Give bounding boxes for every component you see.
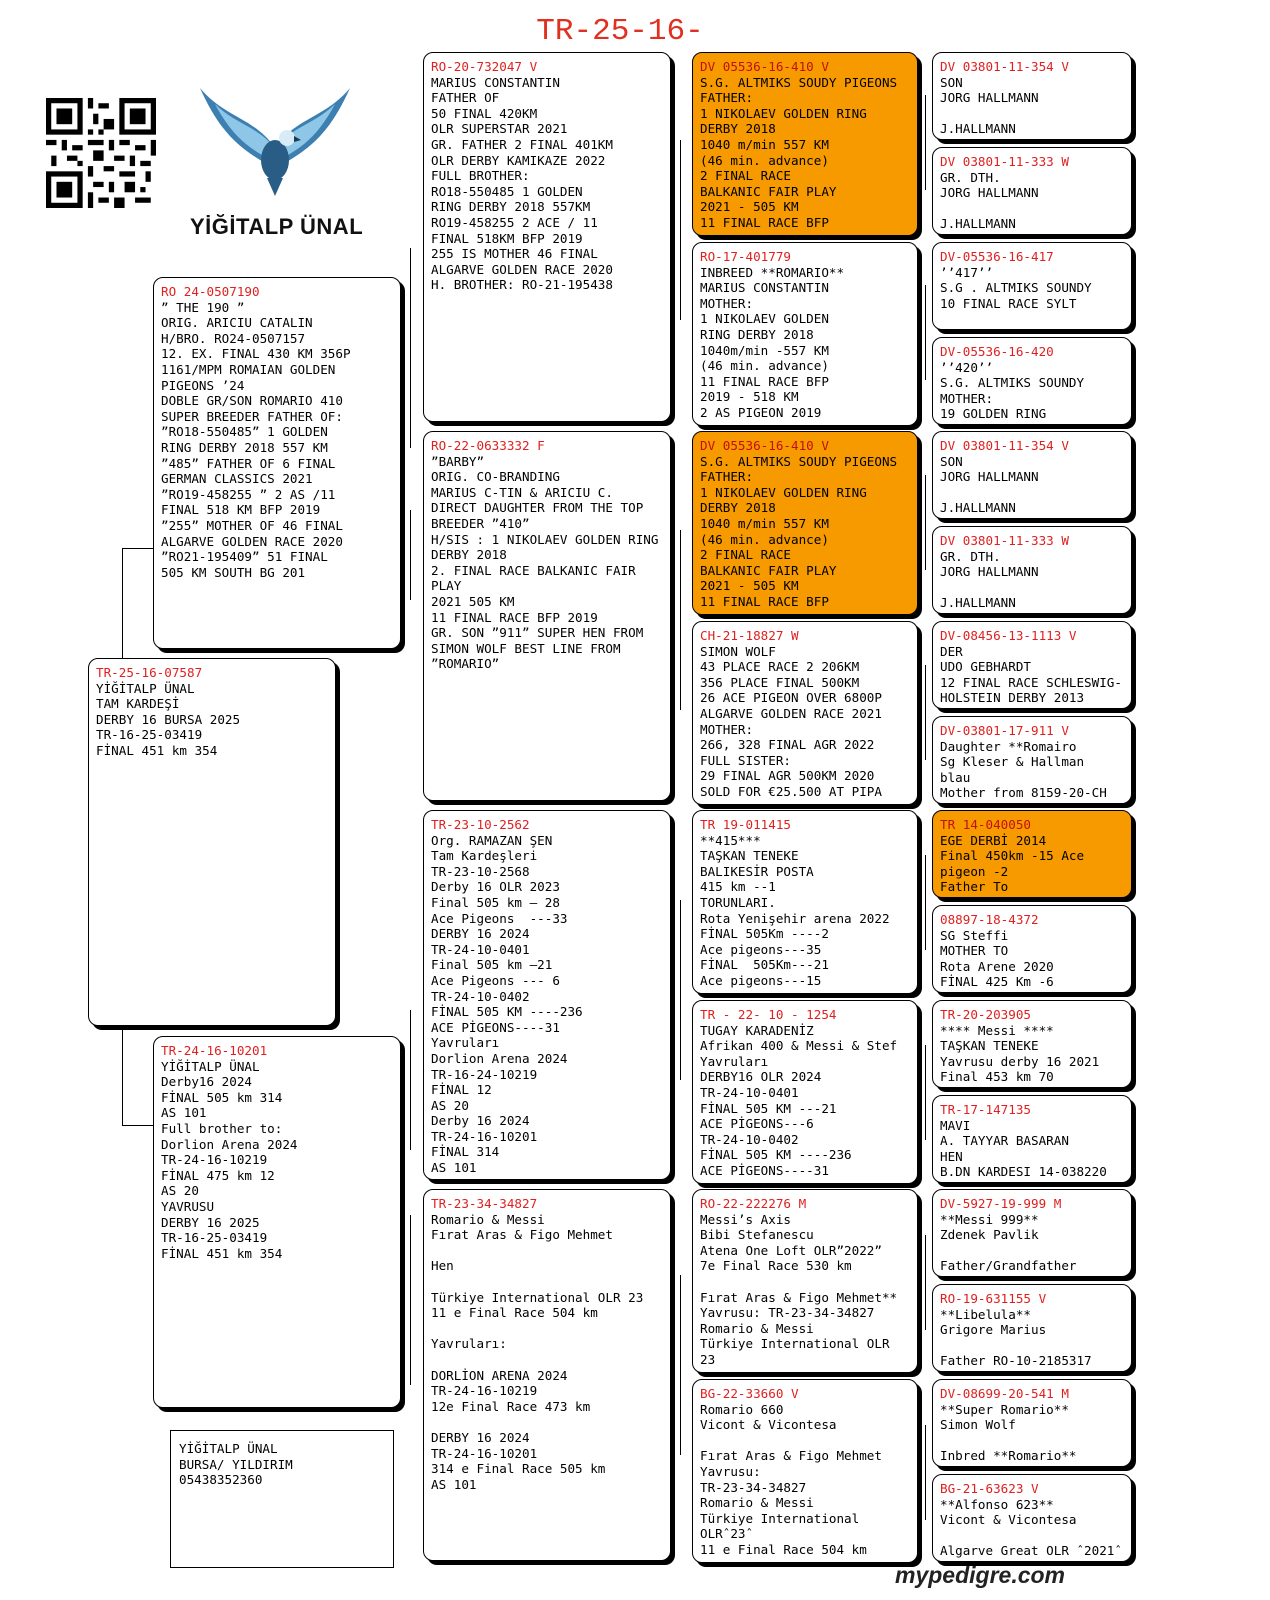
ring-number: RO 24-0507190 xyxy=(161,284,260,299)
connector-line xyxy=(410,1010,411,1150)
connector-line xyxy=(410,510,411,600)
ring-number: TR-17-147135 xyxy=(940,1102,1031,1117)
pigeon-details: GR. DTH. JORG HALLMANN J.HALLMANN xyxy=(940,169,1039,232)
ring-number: RO-19-631155 V xyxy=(940,1291,1047,1306)
ancestor-card[interactable] xyxy=(932,810,1132,898)
site-watermark: mypedigre.com xyxy=(895,1562,1065,1588)
ring-number: TR 19-011415 xyxy=(700,817,791,832)
subject-pigeon-card[interactable] xyxy=(88,658,336,1026)
pigeon-details: Org. RAMAZAN ŞEN Tam Kardeşleri TR-23-10-2568 Derby 16 OLR 2023 Final 505 km — 28 Ace Pigeons ---33 DERBY 16 2024 TR-24-10-0401 Final 505 km —21 Ace Pigeons --- 6 TR-24-10-0402 FİNAL 505 KM ----236 ACE PİGEONS----31 Yavruları Dorlion Arena 2024 TR-16-24-10219 FİNAL 12 AS 20 Derby 16 2024 TR-24-16-10201 FİNAL 314 AS 101 xyxy=(431,832,583,1176)
connector-line xyxy=(925,665,926,760)
qr-code-icon xyxy=(46,98,156,208)
ancestor-card[interactable] xyxy=(932,1284,1132,1372)
pigeon-details: ’’420’’ S.G. ALTMIKS SOUNDY MOTHER: 19 GOLDEN RING xyxy=(940,359,1085,422)
pigeon-details: Romario & Messi Fırat Aras & Figo Mehmet Hen Türkiye International OLR 23 11 e Final Race 504 km Yavruları: DORLİON ARENA 2024 TR-24-16-10219 12e Final Race 473 km DERBY 16 2024 TR-24-16-10201 314 e Final Race 505 km AS 101 xyxy=(431,1211,644,1492)
ring-number: RO-22-222276 M xyxy=(700,1196,807,1211)
ring-number: DV-05536-16-417 xyxy=(940,249,1054,264)
ancestor-card[interactable] xyxy=(692,621,918,805)
connector-line xyxy=(925,95,926,190)
ancestor-card[interactable] xyxy=(932,1189,1132,1277)
pigeon-details: INBREED **ROMARIO** MARIUS CONSTANTIN MOTHER: 1 NIKOLAEV GOLDEN RING DERBY 2018 1040m/min -557 KM (46 min. advance) 11 FINAL RACE BFP 2019 - 518 KM 2 AS PIGEON 2019 xyxy=(700,264,845,420)
connector-line xyxy=(410,248,411,448)
ring-number: DV 05536-16-410 V xyxy=(700,59,829,74)
owner-contact-text: YİĞİTALP ÜNAL BURSA/ YILDIRIM 05438352360 xyxy=(179,1441,293,1488)
ancestor-card[interactable] xyxy=(932,1000,1132,1088)
owner-contact-box xyxy=(170,1430,394,1568)
ring-number: DV 03801-11-354 V xyxy=(940,59,1069,74)
ancestor-card[interactable] xyxy=(932,1379,1132,1467)
connector-line xyxy=(122,548,156,549)
connector-line xyxy=(680,1275,681,1455)
connector-line xyxy=(925,1425,926,1520)
breeder-brand: YİĞİTALP ÜNAL xyxy=(190,214,364,239)
ancestor-card[interactable] xyxy=(932,716,1132,804)
dam-card[interactable] xyxy=(153,1036,401,1408)
ring-number: CH-21-18827 W xyxy=(700,628,799,643)
ring-number: TR-23-10-2562 xyxy=(431,817,530,832)
connector-line xyxy=(925,285,926,380)
pigeon-details: MAVI A. TAYYAR BASARAN HEN B.DN KARDESI 14-038220 xyxy=(940,1117,1107,1180)
ring-number: DV 03801-11-333 W xyxy=(940,154,1069,169)
ring-number: TR-23-34-34827 xyxy=(431,1196,538,1211)
ancestor-card[interactable] xyxy=(932,621,1132,709)
ancestor-card[interactable] xyxy=(932,147,1132,235)
ring-number: DV-05536-16-420 xyxy=(940,344,1054,359)
pigeon-details: **Messi 999** Zdenek Pavlik Father/Grandfather xyxy=(940,1211,1077,1274)
pigeon-details: ’’417’’ S.G . ALTMIKS SOUNDY 10 FINAL RACE SYLT xyxy=(940,264,1092,311)
pigeon-details: MARIUS CONSTANTIN FATHER OF 50 FINAL 420KM OLR SUPERSTAR 2021 GR. FATHER 2 FINAL 401KM OLR DERBY KAMIKAZE 2022 FULL BROTHER: RO18-550485 1 GOLDEN RING DERBY 2018 557KM RO19-458255 2 ACE / 11 FINAL 518KM BFP 2019 255 IS MOTHER 46 FINAL ALGARVE GOLDEN RACE 2020 H. BROTHER: RO-21-195438 xyxy=(431,74,613,293)
ancestor-card[interactable] xyxy=(692,242,918,426)
pigeon-details: S.G. ALTMIKS SOUDY PIGEONS FATHER: 1 NIKOLAEV GOLDEN RING DERBY 2018 1040 m/min 557 KM (46 min. advance) 2 FINAL RACE BALKANIC FAIR PLAY 2021 - 505 KM 11 FINAL RACE BFP xyxy=(700,453,898,609)
ring-number: DV 03801-11-354 V xyxy=(940,438,1069,453)
connector-line xyxy=(410,1215,411,1385)
eagle-logo-icon xyxy=(195,78,355,198)
ring-number: 08897-18-4372 xyxy=(940,912,1039,927)
ancestor-card[interactable] xyxy=(932,431,1132,519)
pigeon-details: EGE DERBİ 2014 Final 450km -15 Ace pigeon -2 Father To xyxy=(940,832,1085,895)
sire-card[interactable] xyxy=(153,277,401,649)
connector-line xyxy=(925,1045,926,1140)
ring-number: DV 03801-11-333 W xyxy=(940,533,1069,548)
pigeon-details: **415*** TAŞKAN TENEKE BALIKESİR POSTA 415 km --1 TORUNLARI. Rota Yenişehir arena 2022 FİNAL 505Km ----2 Ace pigeons---35 FİNAL 505Km---21 Ace pigeons---15 xyxy=(700,832,890,988)
ancestor-card[interactable] xyxy=(932,526,1132,614)
pigeon-details: YİĞİTALP ÜNAL TAM KARDEŞİ DERBY 16 BURSA 2025 TR-16-25-03419 FİNAL 451 km 354 xyxy=(96,680,241,758)
pigeon-details: Romario 660 Vicont & Vicontesa Fırat Aras & Figo Mehmet Yavrusu: TR-23-34-34827 Romario & Messi Türkiye International OLRˆ23ˆ 11 e Final Race 504 km xyxy=(700,1401,882,1557)
ring-number: DV-08456-13-1113 V xyxy=(940,628,1077,643)
ring-number: TR-20-203905 xyxy=(940,1007,1031,1022)
grandsire-dam-card[interactable] xyxy=(423,810,671,1180)
connector-line xyxy=(680,530,681,710)
granddam-sire-card[interactable] xyxy=(423,431,671,801)
pedigree-title: TR-25-16- xyxy=(536,14,704,49)
pigeon-details: SON JORG HALLMANN J.HALLMANN xyxy=(940,74,1039,137)
ring-number: TR-24-16-10201 xyxy=(161,1043,268,1058)
ring-number: DV 05536-16-410 V xyxy=(700,438,829,453)
ring-number: DV-5927-19-999 M xyxy=(940,1196,1062,1211)
ring-number: DV-08699-20-541 M xyxy=(940,1386,1069,1401)
pigeon-details: S.G. ALTMIKS SOUDY PIGEONS FATHER: 1 NIKOLAEV GOLDEN RING DERBY 2018 1040 m/min 557 KM (46 min. advance) 2 FINAL RACE BALKANIC FAIR PLAY 2021 - 505 KM 11 FINAL RACE BFP xyxy=(700,74,898,230)
grandsire-sire-card[interactable] xyxy=(423,52,671,422)
ancestor-card[interactable] xyxy=(932,337,1132,425)
ancestor-card[interactable] xyxy=(692,431,918,615)
ancestor-card[interactable] xyxy=(932,242,1132,330)
connector-line xyxy=(925,855,926,950)
pigeon-details: ” THE 190 ” ORIG. ARICIU CATALIN H/BRO. RO24-0507157 12. EX. FINAL 430 KM 356P 1161/MPM ROMAIAN GOLDEN PIGEONS ’24 DOBLE GR/SON ROMARIO 410 SUPER BREEDER FATHER OF: ”RO18-550485” 1 GOLDEN RING DERBY 2018 557 KM ”485” FATHER OF 6 FINAL GERMAN CLASSICS 2021 ”RO19-458255 ” 2 AS /11 FINAL 518 KM BFP 2019 ”255” MOTHER OF 46 FINAL ALGARVE GOLDEN RACE 2020 ”RO21-195409” 51 FINAL 505 KM SOUTH BG 201 xyxy=(161,299,351,580)
pigeon-details: TUGAY KARADENİZ Afrikan 400 & Messi & Stef Yavruları DERBY16 OLR 2024 TR-24-10-0401 FİNAL 505 KM ---21 ACE PİGEONS---6 TR-24-10-0402 FİNAL 505 KM ----236 ACE PİGEONS----31 xyxy=(700,1022,898,1178)
ring-number: TR-25-16-07587 xyxy=(96,665,203,680)
ancestor-card[interactable] xyxy=(692,1189,918,1373)
ancestor-card[interactable] xyxy=(932,1474,1132,1562)
connector-line xyxy=(122,1015,123,1125)
pigeon-details: **Alfonso 623** Vicont & Vicontesa Algarve Great OLR ˆ2021ˆ xyxy=(940,1496,1122,1559)
ancestor-card[interactable] xyxy=(932,905,1132,993)
ring-number: TR - 22- 10 - 1254 xyxy=(700,1007,837,1022)
ancestor-card[interactable] xyxy=(692,810,918,994)
connector-line xyxy=(122,548,123,658)
pigeon-details: Daughter **Romairo Sg Kleser & Hallman blau Mother from 8159-20-CH xyxy=(940,738,1107,801)
pigeon-details: SIMON WOLF 43 PLACE RACE 2 206KM 356 PLACE FINAL 500KM 26 ACE PIGEON OVER 6800P ALGARVE GOLDEN RACE 2021 MOTHER: 266, 328 FINAL AGR 2022 FULL SISTER: 29 FINAL AGR 500KM 2020 SOLD FOR €25.500 AT PIPA xyxy=(700,643,882,799)
pigeon-details: **** Messi **** TAŞKAN TENEKE Yavrusu derby 16 2021 Final 453 km 70 xyxy=(940,1022,1100,1085)
ring-number: TR 14-040050 xyxy=(940,817,1031,832)
ring-number: RO-20-732047 V xyxy=(431,59,538,74)
granddam-dam-card[interactable] xyxy=(423,1189,671,1561)
connector-line xyxy=(122,1125,156,1126)
ancestor-card[interactable] xyxy=(692,1379,918,1563)
ancestor-card[interactable] xyxy=(692,52,918,236)
ancestor-card[interactable] xyxy=(932,52,1132,140)
connector-line xyxy=(925,1235,926,1330)
pigeon-details: **Super Romario** Simon Wolf Inbred **Romario** xyxy=(940,1401,1077,1464)
connector-line xyxy=(680,900,681,1080)
pigeon-details: **Libelula** Grigore Marius Father RO-10-2185317 xyxy=(940,1306,1092,1369)
pigeon-details: Messi’s Axis Bibi Stefanescu Atena One Loft OLR”2022” 7e Final Race 530 km Fırat Aras & Figo Mehmet** Yavrusu: TR-23-34-34827 Romario & Messi Türkiye International OLR 23 xyxy=(700,1211,898,1367)
connector-line xyxy=(925,475,926,570)
ring-number: BG-21-63623 V xyxy=(940,1481,1039,1496)
pigeon-details: ”BARBY” ORIG. CO-BRANDING MARIUS C-TIN & ARICIU C. DIRECT DAUGHTER FROM THE TOP BREEDER ”410” H/SIS : 1 NIKOLAEV GOLDEN RING DERBY 2018 2. FINAL RACE BALKANIC FAIR PLAY 2021 505 KM 11 FINAL RACE BFP 2019 GR. SON ”911” SUPER HEN FROM SIMON WOLF BEST LINE FROM ”ROMARIO” xyxy=(431,453,659,672)
ring-number: DV-03801-17-911 V xyxy=(940,723,1069,738)
ring-number: BG-22-33660 V xyxy=(700,1386,799,1401)
ancestor-card[interactable] xyxy=(692,1000,918,1184)
pigeon-details: SG Steffi MOTHER TO Rota Arene 2020 FİNAL 425 Km -6 xyxy=(940,927,1054,990)
ancestor-card[interactable] xyxy=(932,1095,1132,1183)
pigeon-details: DER UDO GEBHARDT 12 FINAL RACE SCHLESWIG- HOLSTEIN DERBY 2013 xyxy=(940,643,1122,706)
connector-line xyxy=(680,140,681,320)
pigeon-details: GR. DTH. JORG HALLMANN J.HALLMANN xyxy=(940,548,1039,611)
ring-number: RO-17-401779 xyxy=(700,249,791,264)
pigeon-details: YİĞİTALP ÜNAL Derby16 2024 FİNAL 505 km 314 AS 101 Full brother to: Dorlion Arena 2024 TR-24-16-10219 FİNAL 475 km 12 AS 20 YAVRUSU DERBY 16 2025 TR-16-25-03419 FİNAL 451 km 354 xyxy=(161,1058,298,1261)
ring-number: RO-22-0633332 F xyxy=(431,438,545,453)
pigeon-details: SON JORG HALLMANN J.HALLMANN xyxy=(940,453,1039,516)
